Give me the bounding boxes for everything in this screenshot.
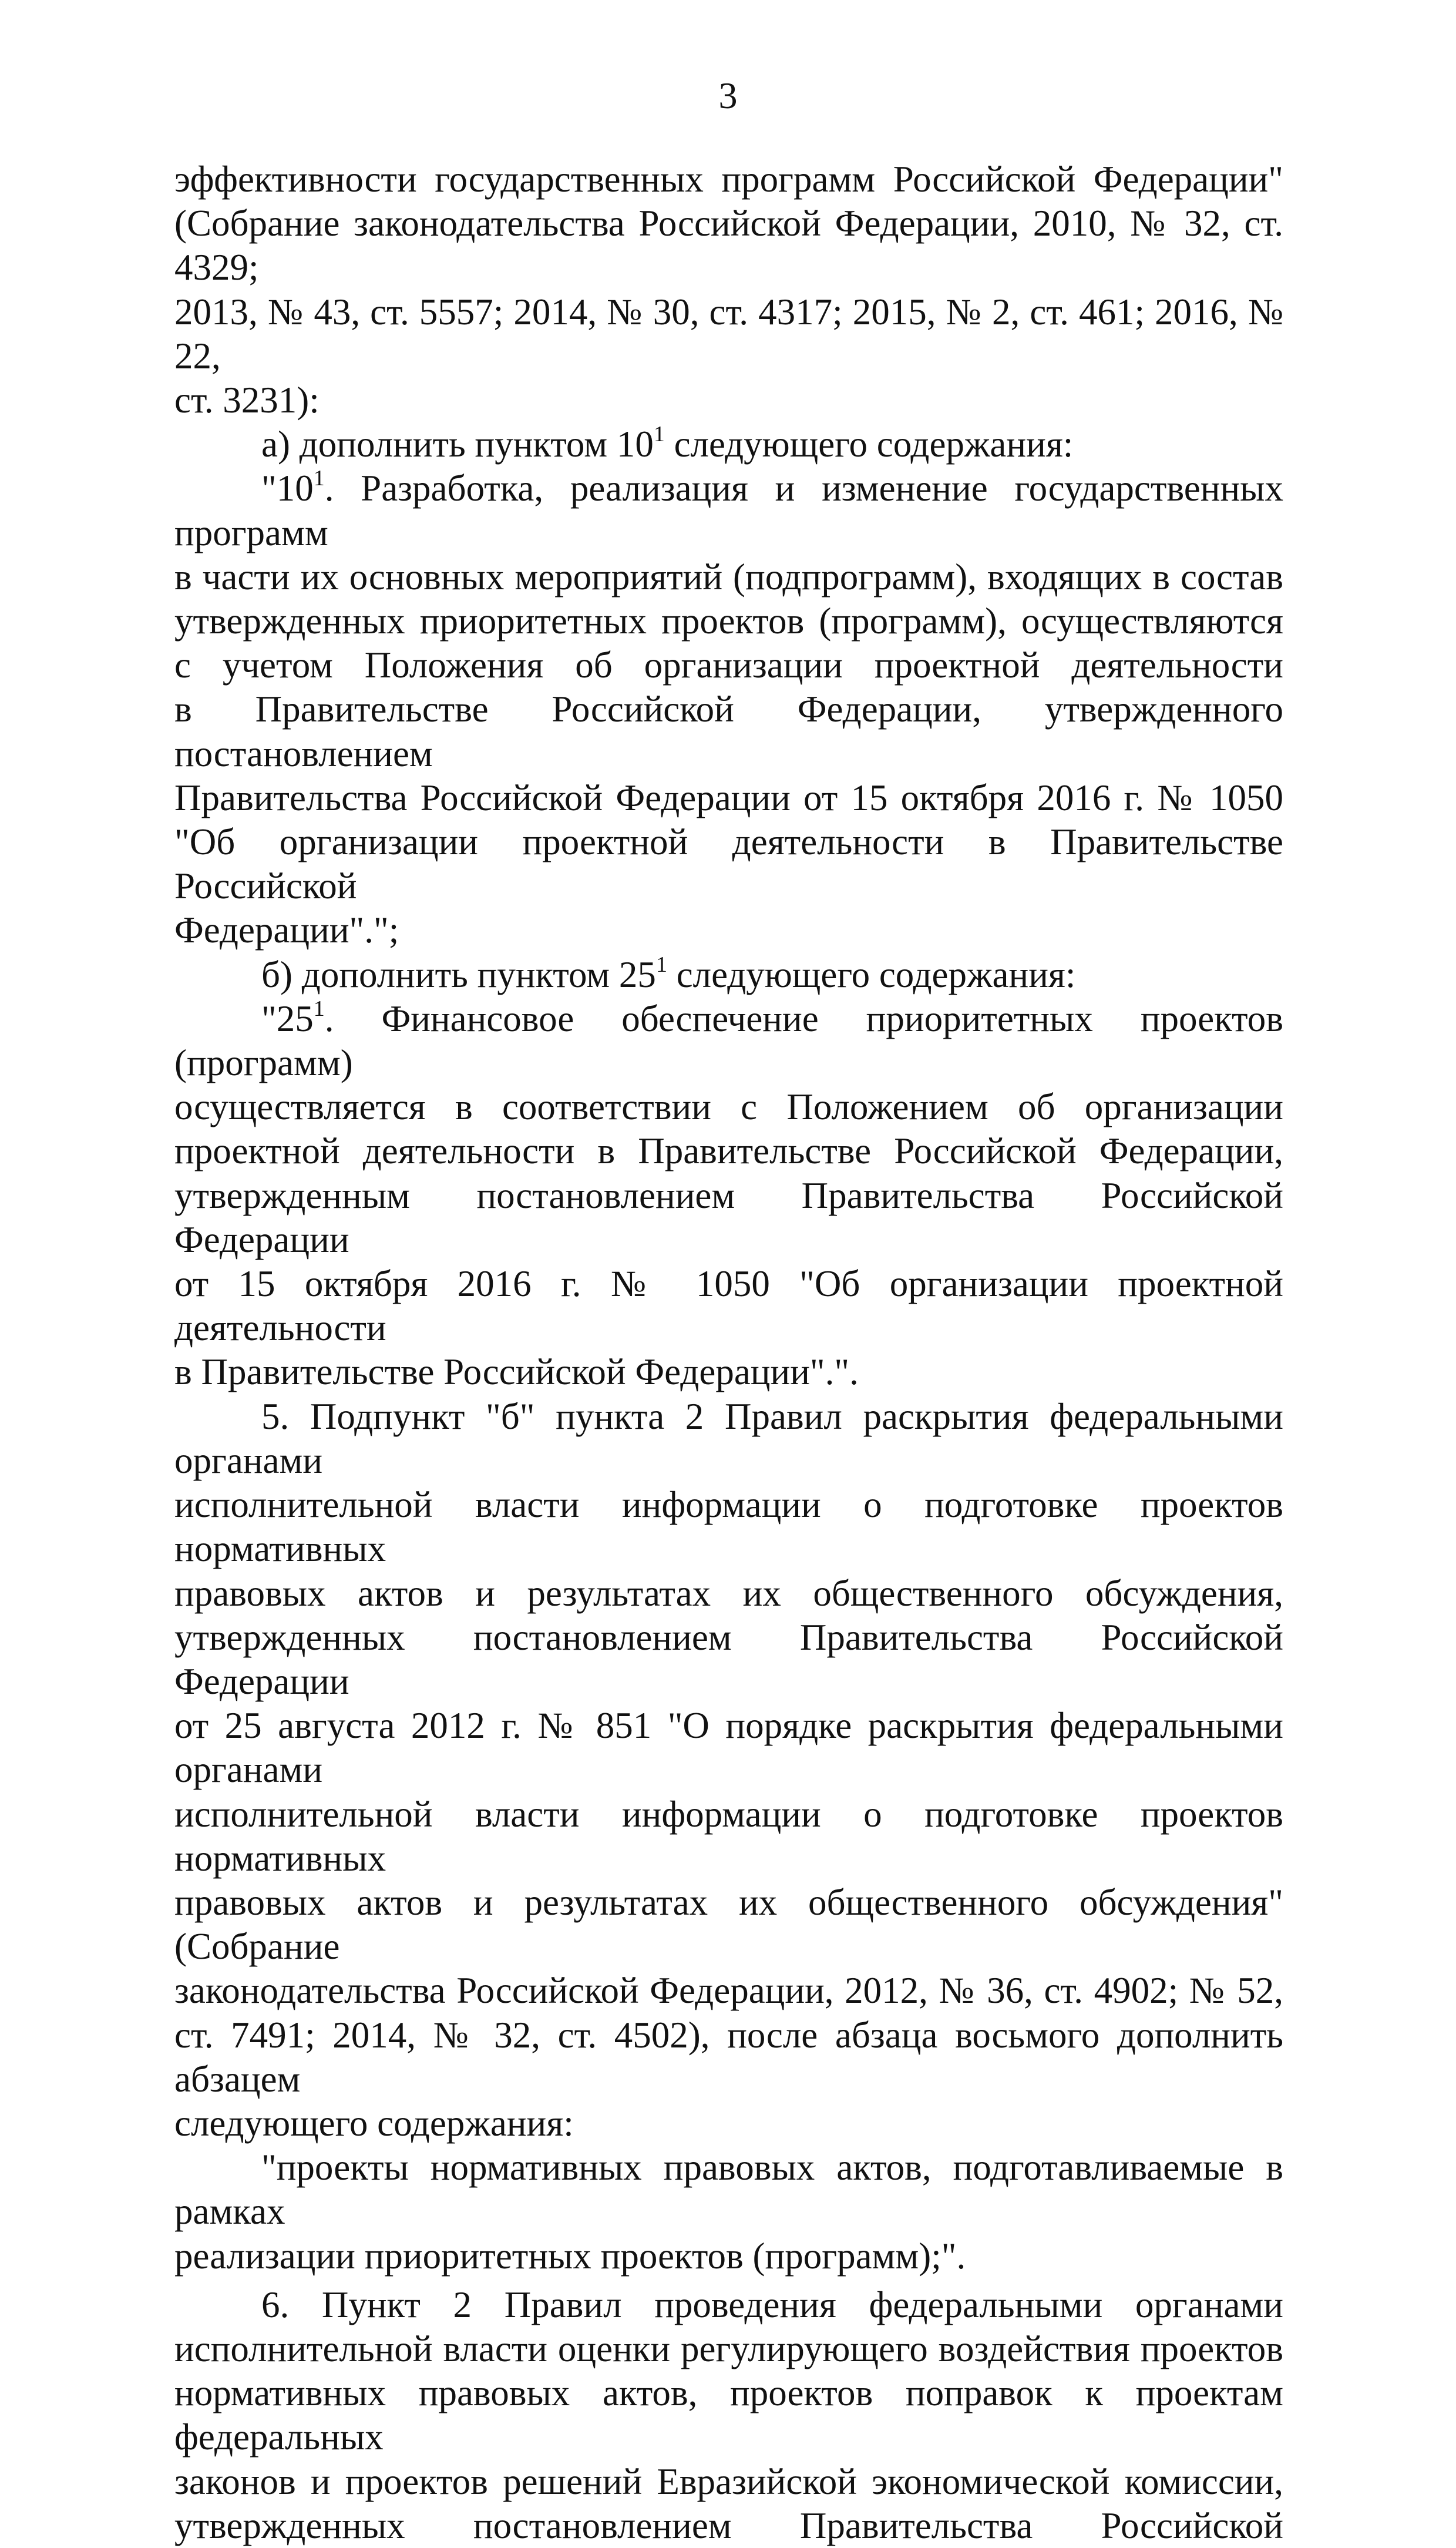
document-body xyxy=(174,157,1283,2548)
item-b-suffix: следующего содержания: xyxy=(667,954,1076,995)
text-line: в Правительстве Российской Федерации".". xyxy=(174,1351,859,1393)
text-line: утвержденных приоритетных проектов (программ), осуществляются xyxy=(174,600,1283,642)
text-line: (Собрание законодательства Российской Федерации, 2010, № 32, ст. 4329; xyxy=(174,203,1283,288)
text-line: правовых актов и результатах их общественного обсуждения, xyxy=(174,1572,1283,1614)
text-line: осуществляется в соответствии с Положением об организации xyxy=(174,1086,1283,1128)
page-number: 3 xyxy=(718,75,738,116)
text-line: исполнительной власти информации о подготовке проектов нормативных xyxy=(174,1484,1283,1570)
item-b-superscript: 1 xyxy=(655,952,667,977)
text-line xyxy=(174,466,1283,555)
paragraph-quote-10-1 xyxy=(174,466,1283,952)
text-line: от 15 октября 2016 г. № 1050 "Об организации проектной деятельности xyxy=(174,1263,1283,1349)
text-line: утвержденных постановлением Правительства Российской xyxy=(174,2505,1283,2546)
text-line: в Правительстве Российской Федерации, утвержденного постановлением xyxy=(174,689,1283,774)
item-a-superscript: 1 xyxy=(653,422,665,447)
text-line: исполнительной власти информации о подготовке проектов нормативных xyxy=(174,1793,1283,1879)
text-line: 5. Подпункт "б" пункта 2 Правил раскрытия федеральными органами xyxy=(174,1395,1283,1481)
text-line: правовых актов и результатах их общественного обсуждения" (Собрание xyxy=(174,1881,1283,1968)
text-line: в части их основных мероприятий (подпрограмм), входящих в состав xyxy=(174,556,1283,597)
item-a-prefix: а) дополнить пунктом 10 xyxy=(261,424,654,465)
text-line: с учетом Положения об организации проектной деятельности xyxy=(174,644,1283,686)
paragraph-item-5 xyxy=(174,1395,1283,2146)
text-line: ст. 7491; 2014, № 32, ст. 4502), после абзаца восьмого дополнить абзацем xyxy=(174,2014,1283,2100)
text-line: 2013, № 43, ст. 5557; 2014, № 30, ст. 4317; 2015, № 2, ст. 461; 2016, № 22, xyxy=(174,291,1283,377)
paragraph-quote-5 xyxy=(174,2146,1283,2278)
quote-10-open: "10 xyxy=(261,468,314,509)
text-line: ст. 3231): xyxy=(174,380,320,421)
text-line xyxy=(174,997,1283,1085)
text-line: 6. Пункт 2 Правил проведения федеральными органами xyxy=(261,2284,1283,2325)
text-line: нормативных правовых актов, проектов поправок к проектам федеральных xyxy=(174,2372,1283,2458)
text-line: от 25 августа 2012 г. № 851 "О порядке раскрытия федеральными органами xyxy=(174,1705,1283,1791)
paragraph-quote-25-1 xyxy=(174,997,1283,1395)
text-line: утвержденных постановлением Правительства Российской Федерации xyxy=(174,1616,1283,1702)
quote-10-superscript: 1 xyxy=(313,466,325,491)
paragraph-item-b xyxy=(174,953,1283,997)
text-line: проектной деятельности в Правительстве Российской Федерации, xyxy=(174,1130,1283,1172)
text-line: исполнительной власти оценки регулирующего воздействия проектов xyxy=(174,2328,1283,2369)
text-line: эффективности государственных программ Российской Федерации" xyxy=(174,159,1283,200)
text-line: реализации приоритетных проектов (программ);". xyxy=(174,2235,966,2277)
text-line: "проекты нормативных правовых актов, подготавливаемые в рамках xyxy=(174,2147,1283,2233)
paragraph-item-6 xyxy=(174,2283,1283,2548)
text-line: утвержденным постановлением Правительства Российской Федерации xyxy=(174,1174,1283,1260)
text-line: законов и проектов решений Евразийской экономической комиссии, xyxy=(174,2460,1283,2502)
quote-25-superscript: 1 xyxy=(313,996,325,1021)
quote-10-first: . Разработка, реализация и изменение государственных программ xyxy=(174,468,1283,553)
text-line: законодательства Российской Федерации, 2012, № 36, ст. 4902; № 52, xyxy=(174,1970,1283,2012)
paragraph-intro xyxy=(174,157,1283,422)
item-b-prefix: б) дополнить пунктом 25 xyxy=(261,954,656,995)
quote-25-first: . Финансовое обеспечение приоритетных проектов (программ) xyxy=(174,998,1283,1084)
text-line: Федерации"."; xyxy=(174,909,399,951)
quote-25-open: "25 xyxy=(261,998,314,1039)
text-line: "Об организации проектной деятельности в Правительстве Российской xyxy=(174,821,1283,907)
text-line: Правительства Российской Федерации от 15 октября 2016 г. № 1050 xyxy=(174,777,1283,818)
text-line: следующего содержания: xyxy=(174,2102,574,2144)
paragraph-item-a xyxy=(174,422,1283,466)
item-a-suffix: следующего содержания: xyxy=(664,424,1074,465)
